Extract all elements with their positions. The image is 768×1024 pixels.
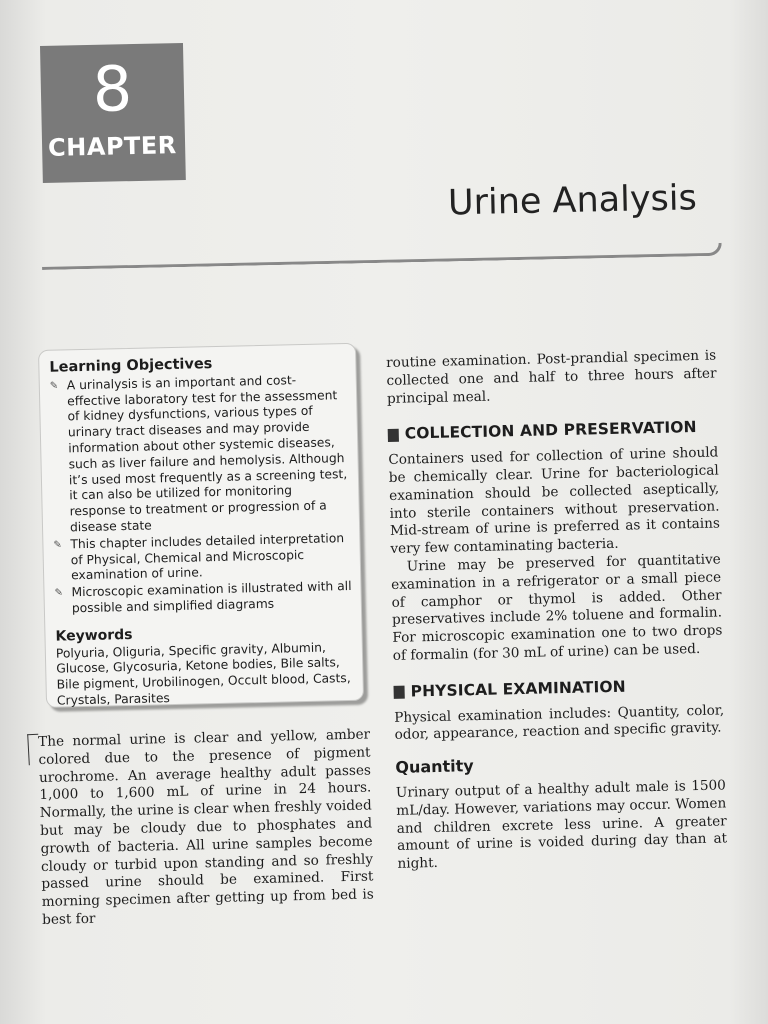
pencil-bullet-icon: ✎ <box>54 587 64 599</box>
continuation-paragraph: routine examination. Post-prandial specimen is collected one and half to three hours after principal meal. <box>386 347 717 407</box>
keywords-heading: Keywords <box>55 626 133 645</box>
chapter-title: Urine Analysis <box>447 178 698 224</box>
title-underline <box>42 243 722 270</box>
physical-paragraph: Physical examination includes: Quantity, color, odor, appearance, reaction and specific gravity. <box>394 701 725 744</box>
square-marker-icon <box>394 686 405 699</box>
chapter-label: CHAPTER <box>47 131 178 162</box>
quantity-paragraph: Urinary output of a healthy adult male is 1500 mL/day. However, variations may occur. Women and children excrete less urine. A greater amount of urine is voided during day than at night. <box>395 777 728 872</box>
objectives-heading: Learning Objectives <box>49 356 213 376</box>
list-item: ✎ This chapter includes detailed interpretation of Physical, Chemical and Microscopic examination of urine. <box>53 530 345 583</box>
list-item: ✎ Microscopic examination is illustrated with all possible and simplified diagrams <box>54 579 352 616</box>
left-column <box>38 726 374 929</box>
learning-objectives-box <box>38 343 364 708</box>
keywords-text: Polyuria, Oliguria, Specific gravity, Albumin, Glucose, Glycosuria, Ketone bodies, Bile salts, Bile pigment, Urobilinogen, Occult blood, Casts, Crystals, Parasites <box>55 640 351 708</box>
list-item: ✎ A urinalysis is an important and cost-effective laboratory test for the assessment of kidney dysfunctions, various types of urinary tract diseases and may provide information about other systemic diseases, such as liver failure and hemolysis. Although it’s used most frequently as a screening test, it can also be utilized for monitoring response to treatment or progression of a disease state <box>49 372 348 535</box>
right-column <box>386 348 728 874</box>
title-band <box>40 156 722 270</box>
intro-paragraph: The normal urine is clear and yellow, amber colored due to the presence of pigment urochrome. An average healthy adult passes 1,000 to 1,600 mL of urine in 24 hours. Normally, the urine is clear when freshly voided but may be cloudy due to phosphates and growth of bacteria. All urine samples become cloudy or turbid upon standing and so freshly passed urine should be examined. First morning specimen after getting up from bed is best for <box>38 726 374 928</box>
collection-paragraph-2: Urine may be preserved for quantitative examination in a refrigerator or a small piece of camphor or thymol is added. Other preservatives include 2% toluene and formalin. For microscopic examination one to two drops of formalin (for 30 mL of urine) can be used. <box>391 551 723 664</box>
pencil-bullet-icon: ✎ <box>53 539 62 551</box>
square-marker-icon <box>388 429 399 442</box>
objectives-list <box>50 372 353 618</box>
chapter-number: 8 <box>91 52 133 126</box>
collection-paragraph-1: Containers used for collection of urine should be chemically clear. Urine for bacteriological examination should be collected aseptically, into sterile containers without preservation. Mid-stream of urine is preferred as it contains very few contaminating bacteria. <box>388 444 721 558</box>
subheading-quantity: Quantity <box>395 756 474 778</box>
section-heading-collection: COLLECTION AND PRESERVATION <box>388 419 718 444</box>
pencil-bullet-icon: ✎ <box>49 380 59 392</box>
chapter-badge <box>40 43 186 183</box>
section-heading-physical: PHYSICAL EXAMINATION <box>393 676 723 701</box>
